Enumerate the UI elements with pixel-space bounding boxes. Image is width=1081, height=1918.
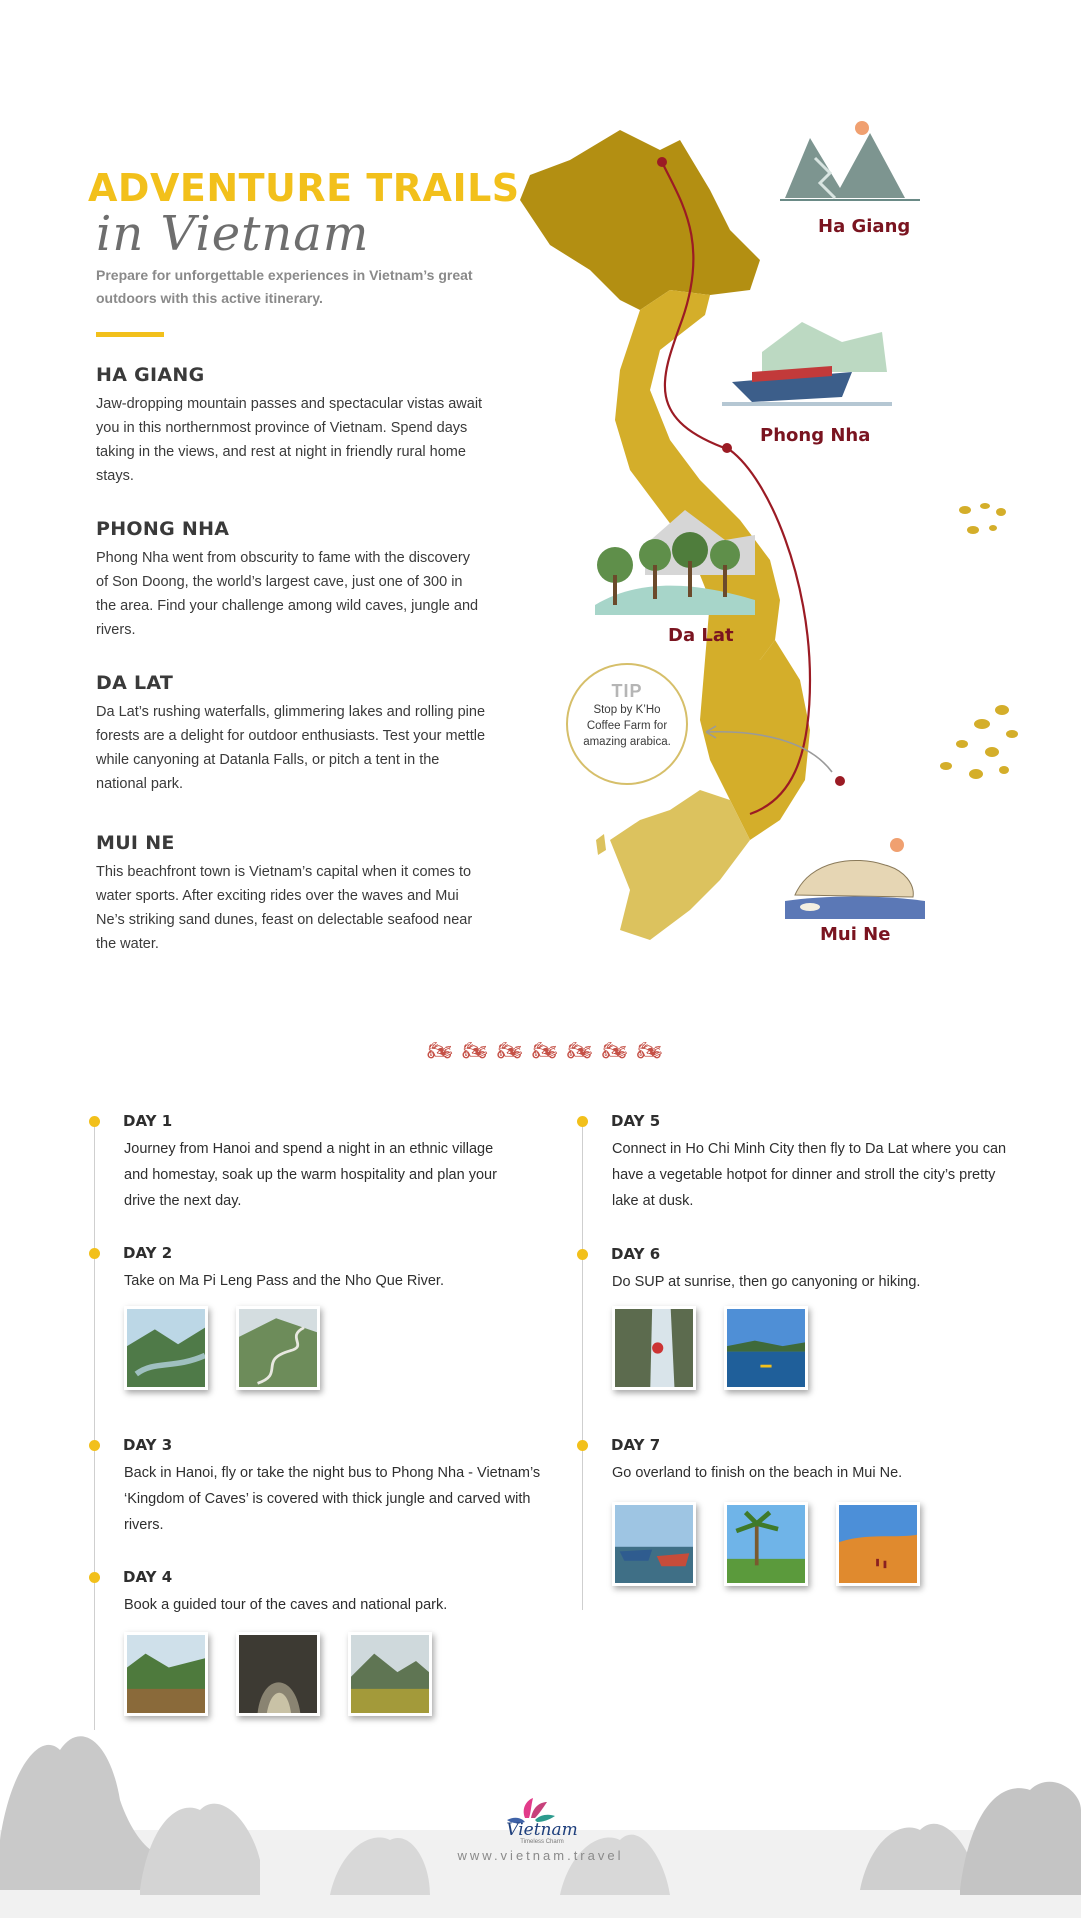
day-7-text: Go overland to finish on the beach in Mui Ne. <box>612 1465 903 1481</box>
day-7-photo-boats <box>612 1502 696 1586</box>
destination-heading-ha-giang: HA GIANG <box>96 364 205 386</box>
day-2-title: DAY 2 <box>123 1244 173 1262</box>
day-1-title: DAY 1 <box>123 1112 173 1130</box>
map-label-ha-giang: Ha Giang <box>818 216 911 237</box>
day-2-photo-river-valley <box>124 1306 208 1390</box>
day-7-photo-palm-beach <box>724 1502 808 1586</box>
tip-title: TIP <box>611 681 643 701</box>
timeline-dot <box>577 1116 588 1127</box>
tip-bubble <box>566 663 688 785</box>
day-6-photo-lake <box>724 1306 808 1390</box>
timeline-line-right <box>582 1120 583 1610</box>
destination-heading-mui-ne: MUI NE <box>96 832 175 854</box>
vietnam-logo-text: Vietnam <box>506 1820 578 1840</box>
map-region-south <box>610 790 750 940</box>
day-5-title: DAY 5 <box>611 1112 661 1130</box>
motorbike-divider-icons: 🏍 🏍 🏍 🏍 🏍 🏍 🏍 <box>427 1040 665 1062</box>
day-2-photo-mountain-pass <box>236 1306 320 1390</box>
map-label-mui-ne: Mui Ne <box>820 924 891 945</box>
timeline-dot <box>89 1116 100 1127</box>
phong-nha-illustration <box>722 312 892 412</box>
timeline-dot <box>89 1572 100 1583</box>
day-1-text: Journey from Hanoi and spend a night in an ethnic village and homestay, soak up the warm hospitality and plan your drive the next day. <box>124 1141 497 1209</box>
tip-text: Stop by K’Ho Coffee Farm for amazing arabica. <box>583 704 671 748</box>
destination-body-mui-ne: This beachfront town is Vietnam’s capital when it comes to water sports. After exciting rides over the waves and Mui Ne’s striking sand dunes, feast on delectable seafood near the water. <box>96 864 473 952</box>
destination-heading-da-lat: DA LAT <box>96 672 174 694</box>
destination-body-da-lat: Da Lat’s rushing waterfalls, glimmering lakes and rolling pine forests are a delight for outdoor enthusiasts. Test your mettle while canyoning at Datanla Falls, or pitch a tent in the national park. <box>96 704 486 792</box>
day-7-title: DAY 7 <box>611 1436 661 1454</box>
day-5-text: Connect in Ho Chi Minh City then fly to Da Lat where you can have a vegetable hotpot for dinner and stroll the city’s pretty lake at dusk. <box>612 1141 1007 1209</box>
website-link[interactable]: www.vietnam.travel <box>457 1848 624 1863</box>
timeline-dot <box>577 1440 588 1451</box>
day-4-text: Book a guided tour of the caves and national park. <box>124 1597 448 1613</box>
day-3-text: Back in Hanoi, fly or take the night bus to Phong Nha - Vietnam’s ‘Kingdom of Caves’ is covered with thick jungle and carved with rivers. <box>124 1465 541 1533</box>
day-6-text: Do SUP at sunrise, then go canyoning or hiking. <box>612 1274 921 1290</box>
da-lat-illustration <box>585 505 760 620</box>
mui-ne-illustration <box>785 835 925 925</box>
map-region-north <box>520 130 760 310</box>
day-6-photo-canyoning <box>612 1306 696 1390</box>
day-4-title: DAY 4 <box>123 1568 173 1586</box>
page-subtitle: in Vietnam <box>96 206 370 262</box>
timeline-dot <box>89 1248 100 1259</box>
timeline-dot <box>577 1249 588 1260</box>
day-6-title: DAY 6 <box>611 1245 661 1263</box>
destination-heading-phong-nha: PHONG NHA <box>96 518 230 540</box>
tip-arrow <box>698 720 838 780</box>
day-3-title: DAY 3 <box>123 1436 173 1454</box>
map-label-da-lat: Da Lat <box>668 625 734 646</box>
accent-divider <box>96 332 164 337</box>
decorative-dots-top <box>955 498 1015 548</box>
ha-giang-illustration <box>780 118 920 208</box>
intro-text: Prepare for unforgettable experiences in Vietnam’s great outdoors with this active itinerary. <box>96 267 473 306</box>
timeline-line-left <box>94 1120 95 1730</box>
destination-body-ha-giang: Jaw-dropping mountain passes and spectacular vistas await you in this northernmost province of Vietnam. Spend days taking in the views, and rest at night in friendly rural home stays. <box>96 396 483 484</box>
page-title: ADVENTURE TRAILS <box>88 166 520 210</box>
destination-body-phong-nha: Phong Nha went from obscurity to fame with the discovery of Son Doong, the world’s largest cave, just one of 300 in the area. Find your challenge among wild caves, jungle and rivers. <box>96 550 479 638</box>
map-label-phong-nha: Phong Nha <box>760 425 871 446</box>
decorative-dots-bottom <box>932 700 1027 790</box>
vietnam-logo-tagline: Timeless Charm <box>520 1839 564 1845</box>
day-2-text: Take on Ma Pi Leng Pass and the Nho Que River. <box>124 1273 444 1289</box>
day-7-photo-sand-dunes <box>836 1502 920 1586</box>
timeline-dot <box>89 1440 100 1451</box>
